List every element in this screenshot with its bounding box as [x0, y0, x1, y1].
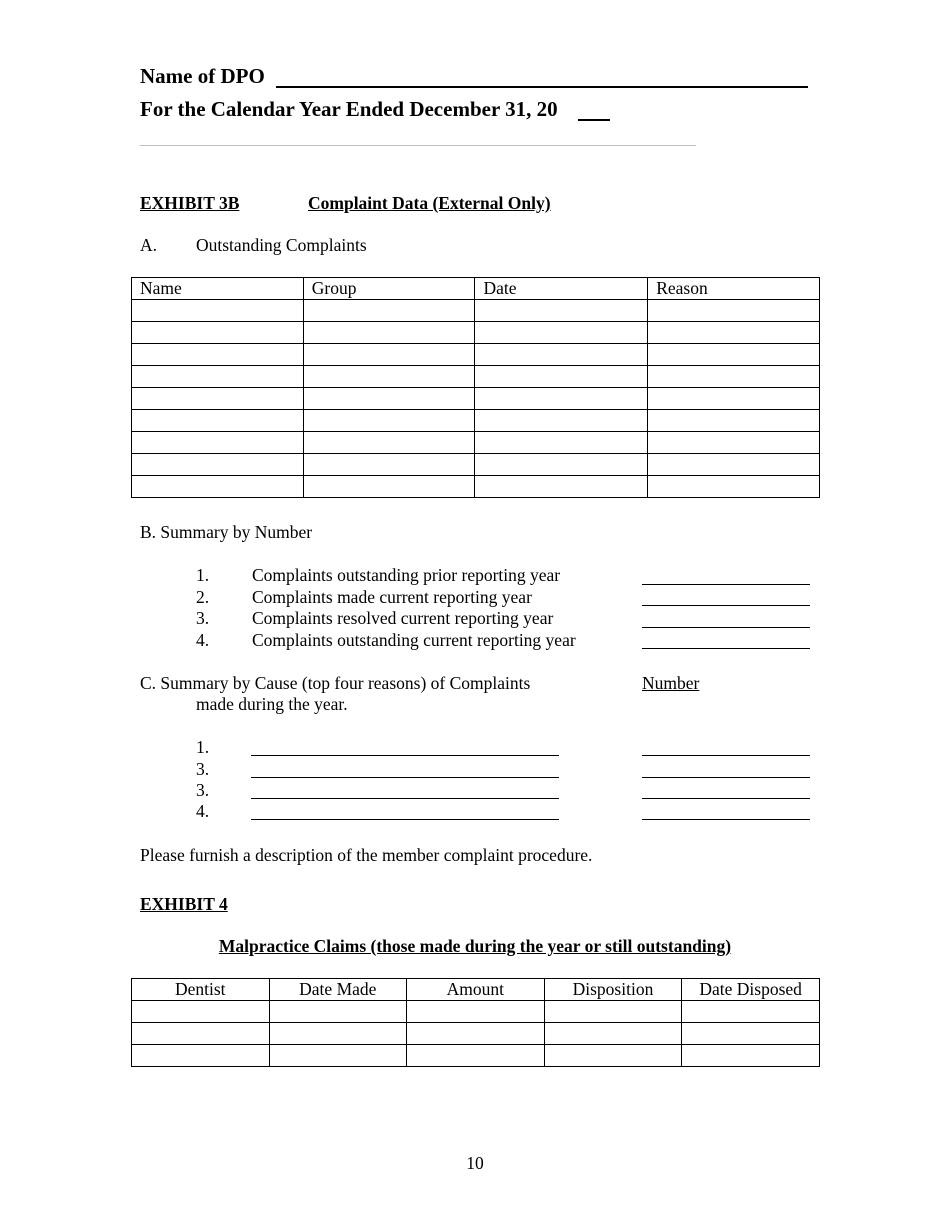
table-cell[interactable] [132, 388, 304, 410]
table-cell[interactable] [407, 1023, 545, 1045]
table-cell[interactable] [303, 432, 475, 454]
table-header-row [132, 979, 820, 1001]
malpractice-claims-table [131, 978, 820, 1067]
table-cell[interactable] [303, 410, 475, 432]
item-number: 1. [196, 565, 210, 585]
section-c-title-continued: made during the year. [196, 694, 348, 714]
column-header-group: Group [303, 278, 475, 300]
table-row [132, 410, 820, 432]
table-row [132, 366, 820, 388]
summary-item-blank[interactable] [642, 605, 810, 606]
table-cell[interactable] [132, 300, 304, 322]
item-number: 1. [196, 737, 210, 757]
table-cell[interactable] [132, 410, 304, 432]
summary-item-text: Complaints outstanding prior reporting year [252, 565, 561, 585]
section-c-title: C. Summary by Cause (top four reasons) of Complaints [140, 673, 531, 693]
table-cell[interactable] [682, 1001, 820, 1023]
number-column-header: Number [642, 673, 700, 693]
cause-number-blank[interactable] [642, 755, 810, 756]
table-cell[interactable] [303, 388, 475, 410]
table-cell[interactable] [132, 454, 304, 476]
column-header-date-made: Date Made [269, 979, 407, 1001]
table-cell[interactable] [648, 344, 820, 366]
table-cell[interactable] [132, 322, 304, 344]
column-header-disposition: Disposition [544, 979, 682, 1001]
table-cell[interactable] [475, 300, 648, 322]
table-cell[interactable] [407, 1001, 545, 1023]
summary-item-blank[interactable] [642, 627, 810, 628]
item-number: 3. [196, 759, 210, 779]
malpractice-claims-title: Malpractice Claims (those made during the year or still outstanding) [218, 936, 732, 956]
table-row [132, 300, 820, 322]
cause-number-blank[interactable] [642, 777, 810, 778]
table-row [132, 432, 820, 454]
table-cell[interactable] [132, 1001, 270, 1023]
item-number: 3. [196, 608, 210, 628]
cause-blank[interactable] [251, 798, 559, 799]
table-cell[interactable] [303, 454, 475, 476]
column-header-reason: Reason [648, 278, 820, 300]
calendar-year-label: For the Calendar Year Ended December 31, 20 [140, 97, 558, 121]
table-cell[interactable] [303, 366, 475, 388]
table-cell[interactable] [132, 366, 304, 388]
column-header-date-disposed: Date Disposed [682, 979, 820, 1001]
column-header-name: Name [132, 278, 304, 300]
table-row [132, 388, 820, 410]
complaint-procedure-instruction: Please furnish a description of the member complaint procedure. [140, 845, 593, 865]
summary-item-text: Complaints resolved current reporting year [252, 608, 554, 628]
column-header-dentist: Dentist [132, 979, 270, 1001]
table-cell[interactable] [475, 476, 648, 498]
exhibit-3b-label: EXHIBIT 3B [140, 193, 240, 213]
table-cell[interactable] [475, 454, 648, 476]
exhibit-3b-title: Complaint Data (External Only) [308, 193, 551, 213]
item-number: 2. [196, 587, 210, 607]
table-cell[interactable] [475, 322, 648, 344]
section-a-title: Outstanding Complaints [196, 235, 367, 255]
table-cell[interactable] [132, 344, 304, 366]
table-header-row [132, 278, 820, 300]
table-cell[interactable] [682, 1023, 820, 1045]
header-divider [140, 145, 696, 146]
table-cell[interactable] [648, 476, 820, 498]
table-cell[interactable] [303, 344, 475, 366]
summary-item-text: Complaints made current reporting year [252, 587, 532, 607]
item-number: 4. [196, 630, 210, 650]
table-cell[interactable] [269, 1023, 407, 1045]
table-cell[interactable] [303, 300, 475, 322]
table-cell[interactable] [269, 1045, 407, 1067]
item-number: 4. [196, 801, 210, 821]
table-cell[interactable] [544, 1001, 682, 1023]
table-cell[interactable] [303, 476, 475, 498]
table-row [132, 1023, 820, 1045]
outstanding-complaints-table [131, 277, 820, 498]
table-cell[interactable] [544, 1023, 682, 1045]
table-row [132, 1045, 820, 1067]
cause-number-blank[interactable] [642, 819, 810, 820]
table-cell[interactable] [648, 300, 820, 322]
cause-blank[interactable] [251, 819, 559, 820]
table-cell[interactable] [648, 322, 820, 344]
table-cell[interactable] [475, 410, 648, 432]
dpo-name-blank[interactable] [276, 86, 808, 88]
column-header-date: Date [475, 278, 648, 300]
table-cell[interactable] [682, 1045, 820, 1067]
item-number: 3. [196, 780, 210, 800]
summary-item-text: Complaints outstanding current reporting year [252, 630, 576, 650]
column-header-amount: Amount [407, 979, 545, 1001]
table-cell[interactable] [648, 366, 820, 388]
dpo-name-label: Name of DPO [140, 64, 265, 88]
summary-item-blank[interactable] [642, 584, 810, 585]
table-row [132, 322, 820, 344]
table-cell[interactable] [648, 388, 820, 410]
table-row [132, 476, 820, 498]
section-a-letter: A. [140, 235, 158, 255]
table-cell[interactable] [132, 476, 304, 498]
cause-number-blank[interactable] [642, 798, 810, 799]
table-cell[interactable] [475, 432, 648, 454]
summary-item-blank[interactable] [642, 648, 810, 649]
year-blank[interactable] [578, 119, 610, 121]
table-cell[interactable] [544, 1045, 682, 1067]
table-row [132, 454, 820, 476]
table-cell[interactable] [303, 322, 475, 344]
table-cell[interactable] [648, 454, 820, 476]
table-cell[interactable] [648, 432, 820, 454]
cause-blank[interactable] [251, 755, 559, 756]
table-cell[interactable] [132, 1023, 270, 1045]
table-cell[interactable] [475, 344, 648, 366]
table-cell[interactable] [132, 432, 304, 454]
table-cell[interactable] [475, 366, 648, 388]
table-row [132, 344, 820, 366]
table-cell[interactable] [269, 1001, 407, 1023]
table-cell[interactable] [132, 1045, 270, 1067]
exhibit-4-label: EXHIBIT 4 [140, 894, 228, 914]
cause-blank[interactable] [251, 777, 559, 778]
page-number: 10 [466, 1153, 484, 1173]
section-b-title: B. Summary by Number [140, 522, 313, 542]
table-cell[interactable] [407, 1045, 545, 1067]
table-cell[interactable] [648, 410, 820, 432]
table-row [132, 1001, 820, 1023]
table-cell[interactable] [475, 388, 648, 410]
